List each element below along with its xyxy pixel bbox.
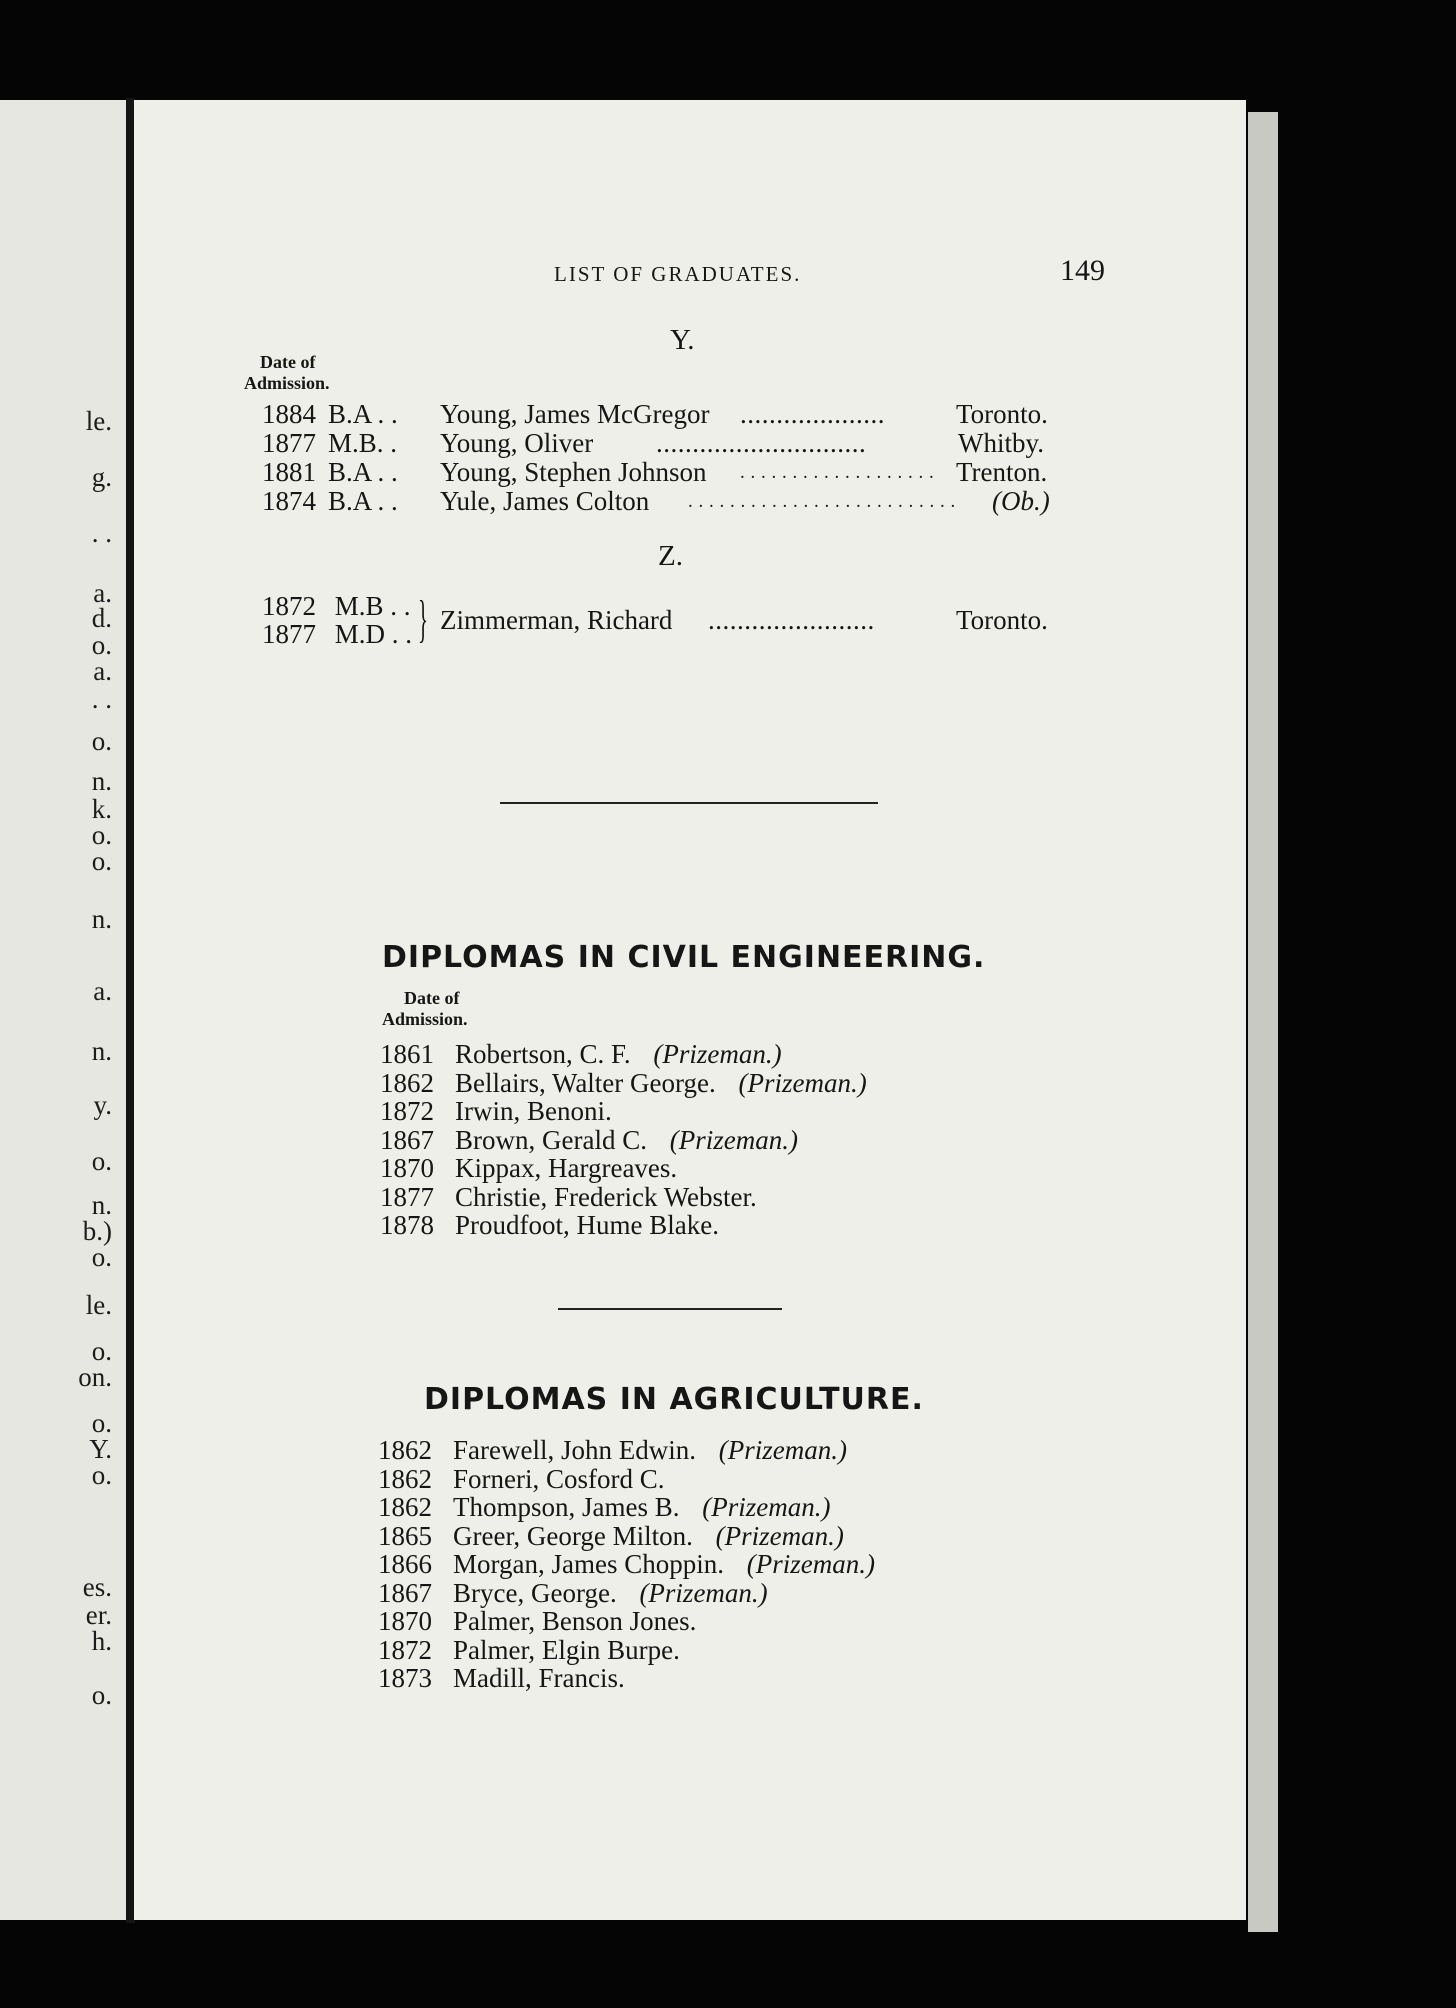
- graduate-row-z1: [262, 592, 411, 621]
- leader-dots: .............................: [656, 428, 867, 458]
- diploma-name: Palmer, Elgin Burpe.: [453, 1634, 680, 1665]
- leader-dots: . . . . . . . . . . . . . . . . . . .: [740, 462, 935, 483]
- prev-page-fragment: o.: [91, 846, 112, 876]
- prev-page-fragment: y.: [93, 1090, 112, 1120]
- degree: M.D . .: [334, 619, 413, 649]
- leader-dots: .......................: [708, 605, 875, 635]
- diploma-name: Bryce, George.: [453, 1577, 617, 1608]
- diploma-row: [380, 1211, 867, 1240]
- diploma-row: [380, 1097, 867, 1126]
- admission-year: 1877: [262, 619, 316, 649]
- prev-page-fragment: . .: [91, 684, 112, 714]
- book-page: [134, 100, 1246, 1920]
- civil-engineering-title: DIPLOMAS IN CIVIL ENGINEERING.: [382, 940, 986, 975]
- prev-page-fragment: le.: [85, 1290, 112, 1320]
- col-header-line2: Admission.: [244, 373, 330, 393]
- admission-year: 1877: [262, 428, 316, 458]
- diploma-name: Palmer, Benson Jones.: [453, 1606, 697, 1636]
- diploma-row: [378, 1436, 875, 1465]
- admission-year: 1878: [380, 1210, 434, 1240]
- page-edge-strip: [1248, 112, 1278, 1932]
- prev-page-fragment: o.: [91, 1408, 112, 1438]
- prizeman-note: (Prizeman.): [715, 1520, 844, 1551]
- degree: B.A . .: [328, 399, 398, 429]
- prev-page-fragment: n.: [91, 1036, 112, 1066]
- admission-year: 1872: [378, 1634, 432, 1665]
- prizeman-note: (Prizeman.): [718, 1435, 847, 1465]
- diploma-name: Morgan, James Choppin.: [453, 1549, 724, 1579]
- prev-page-fragment: o.: [91, 1146, 112, 1176]
- prev-page-fragment: o.: [91, 1242, 112, 1272]
- section-divider: [500, 802, 878, 804]
- prev-page-fragment: Y.: [89, 1434, 112, 1464]
- col-header-line2: Admission.: [382, 1009, 468, 1029]
- section-letter-y: Y.: [670, 324, 695, 356]
- admission-year: 1870: [380, 1153, 434, 1183]
- prev-page-fragment: o.: [91, 1680, 112, 1710]
- prev-page-fragment: d.: [91, 603, 112, 633]
- diploma-name: Forneri, Cosford C.: [453, 1463, 665, 1494]
- diploma-name: Madill, Francis.: [453, 1663, 625, 1693]
- admission-year: 1867: [378, 1577, 432, 1608]
- graduate-place: (Ob.): [992, 486, 1050, 516]
- prev-page-fragment: k.: [91, 794, 112, 824]
- admission-year: 1867: [380, 1124, 434, 1155]
- graduate-name: Yule, James Colton: [440, 486, 650, 516]
- admission-year: 1881: [262, 457, 316, 487]
- diploma-name: Proudfoot, Hume Blake.: [455, 1210, 719, 1240]
- diploma-name: Christie, Frederick Webster.: [455, 1181, 757, 1212]
- prev-page-fragment: le.: [85, 406, 112, 436]
- diploma-row: [378, 1664, 875, 1693]
- diploma-row: [378, 1636, 875, 1665]
- admission-year: 1877: [380, 1181, 434, 1212]
- graduate-row-z2: [262, 620, 412, 649]
- date-of-admission-header: [382, 988, 468, 1030]
- prev-page-fragment: o.: [91, 820, 112, 850]
- admission-year: 1884: [262, 399, 316, 429]
- prev-page-fragment: h.: [91, 1626, 112, 1656]
- graduate-place: Toronto.: [956, 399, 1048, 429]
- diploma-row: [380, 1126, 867, 1155]
- prev-page-fragment: g.: [91, 462, 112, 492]
- prizeman-note: (Prizeman.): [702, 1492, 831, 1522]
- degree: M.B . .: [334, 591, 411, 621]
- prizeman-note: (Prizeman.): [746, 1549, 875, 1579]
- graduate-name: Zimmerman, Richard: [440, 605, 673, 635]
- graduate-name: Young, James McGregor: [440, 399, 710, 429]
- graduate-name: Young, Stephen Johnson: [440, 457, 707, 487]
- prev-page-fragment: er.: [85, 1600, 112, 1630]
- admission-year: 1872: [380, 1096, 434, 1126]
- graduate-name: Young, Oliver: [440, 428, 594, 458]
- prev-page-fragment: b.): [82, 1216, 112, 1246]
- admission-year: 1866: [378, 1549, 432, 1579]
- running-header: LIST OF GRADUATES.: [554, 262, 802, 286]
- admission-year: 1862: [378, 1492, 432, 1522]
- diploma-row: [378, 1579, 875, 1608]
- agriculture-list: [378, 1436, 875, 1693]
- graduate-place: Whitby.: [958, 428, 1044, 458]
- prev-page-fragment: n.: [91, 766, 112, 796]
- diploma-name: Brown, Gerald C.: [455, 1124, 647, 1155]
- diploma-row: [378, 1465, 875, 1494]
- page-number: 149: [1060, 254, 1105, 287]
- admission-year: 1865: [378, 1520, 432, 1551]
- degree: B.A . .: [328, 457, 398, 487]
- degree: M.B. .: [328, 428, 398, 458]
- diploma-row: [380, 1040, 867, 1069]
- prizeman-note: (Prizeman.): [639, 1577, 768, 1608]
- leader-dots: ....................: [740, 399, 885, 429]
- admission-year: 1862: [378, 1435, 432, 1465]
- prev-page-fragment: o.: [91, 1336, 112, 1366]
- prev-page-fragment: o.: [91, 726, 112, 756]
- diploma-row: [378, 1493, 875, 1522]
- previous-page-edge: [0, 100, 128, 1920]
- degree: B.A . .: [328, 486, 398, 516]
- col-header-line1: Date of: [404, 988, 460, 1008]
- diploma-name: Farewell, John Edwin.: [453, 1435, 696, 1465]
- prev-page-fragment: a.: [93, 976, 112, 1006]
- civil-engineering-list: [380, 1040, 867, 1240]
- admission-year: 1873: [378, 1663, 432, 1693]
- diploma-row: [378, 1550, 875, 1579]
- admission-year: 1861: [380, 1039, 434, 1069]
- prev-page-fragment: o.: [91, 630, 112, 660]
- diploma-row: [378, 1607, 875, 1636]
- prev-page-fragment: on.: [78, 1362, 112, 1392]
- grouping-brace: }: [418, 591, 428, 648]
- diploma-name: Bellairs, Walter George.: [455, 1067, 716, 1098]
- col-header-line1: Date of: [260, 352, 316, 372]
- prev-page-fragment: . .: [91, 518, 112, 548]
- agriculture-title: DIPLOMAS IN AGRICULTURE.: [424, 1382, 924, 1417]
- admission-year: 1862: [380, 1067, 434, 1098]
- diploma-name: Kippax, Hargreaves.: [455, 1153, 678, 1183]
- prev-page-fragment: a.: [93, 656, 112, 686]
- diploma-name: Robertson, C. F.: [455, 1039, 631, 1069]
- diploma-name: Thompson, James B.: [453, 1492, 680, 1522]
- leader-dots: . . . . . . . . . . . . . . . . . . . . . . . . . .: [688, 491, 956, 512]
- diploma-row: [380, 1154, 867, 1183]
- prizeman-note: (Prizeman.): [669, 1124, 798, 1155]
- admission-year: 1862: [378, 1463, 432, 1494]
- diploma-row: [378, 1522, 875, 1551]
- admission-year: 1874: [262, 486, 316, 516]
- admission-year: 1870: [378, 1606, 432, 1636]
- prizeman-note: (Prizeman.): [653, 1039, 782, 1069]
- section-divider: [558, 1308, 782, 1310]
- prev-page-fragment: es.: [82, 1572, 112, 1602]
- prev-page-fragment: n.: [91, 1190, 112, 1220]
- diploma-name: Irwin, Benoni.: [455, 1096, 612, 1126]
- graduate-place: Trenton.: [956, 457, 1048, 487]
- admission-year: 1872: [262, 591, 316, 621]
- section-letter-z: Z.: [658, 540, 683, 572]
- prev-page-fragment: n.: [91, 904, 112, 934]
- diploma-row: [380, 1183, 867, 1212]
- diploma-name: Greer, George Milton.: [453, 1520, 693, 1551]
- graduate-place: Toronto.: [956, 605, 1048, 635]
- prizeman-note: (Prizeman.): [738, 1067, 867, 1098]
- diploma-row: [380, 1069, 867, 1098]
- date-of-admission-header: [244, 352, 330, 394]
- prev-page-fragment: o.: [91, 1460, 112, 1490]
- prev-page-fragment: a.: [93, 578, 112, 608]
